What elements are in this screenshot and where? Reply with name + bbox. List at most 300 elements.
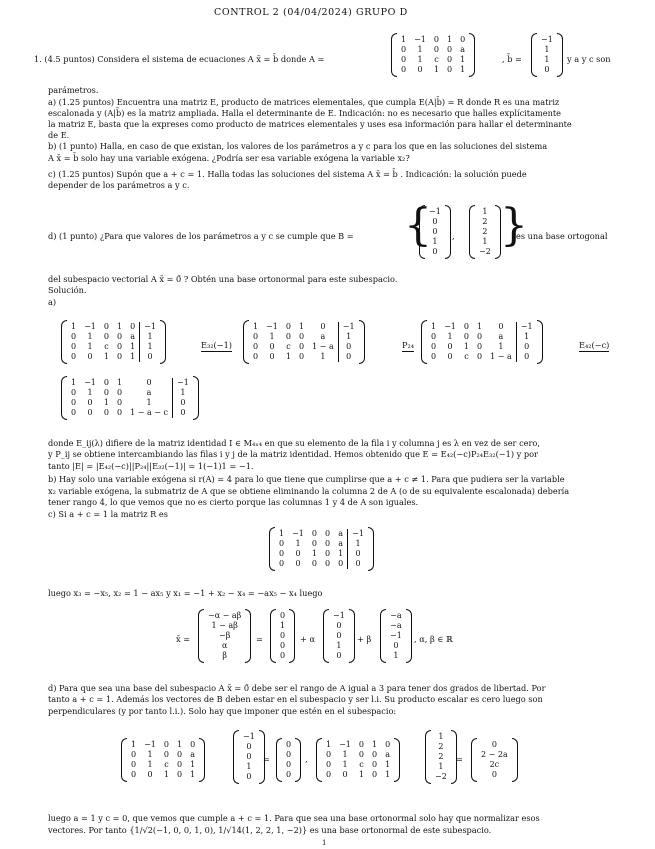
matrix-cell: 0 [460,35,466,44]
matrix-cell: 1 [285,352,291,361]
matrix-cell: c [104,342,109,351]
matrix-cell: 0 [385,740,391,749]
bracket-left [269,527,275,571]
matrix-cell: c [359,760,364,769]
matrix-body [475,207,495,257]
matrix-cell: 2c [489,760,500,769]
matrix-cell: 0 [491,770,497,779]
matrix-cell: 1 − aβ [211,621,238,630]
matrix-cell: 0 [103,378,109,387]
matrix-cell: 0 [544,65,550,74]
matrix-cell: 1 [103,398,109,407]
matrix-cell: 1 [544,55,550,64]
matrix-cell: a [385,750,391,759]
matrix-cell: 0 [116,342,123,351]
matrix-cell: 0 [163,750,169,759]
matrix-cell: 1 [103,352,109,361]
bracket-left [380,609,386,663]
plus-alpha: + α [300,634,315,644]
matrix-cell: 0 [311,529,317,538]
xbar-label: x̄ = [176,634,191,644]
bracket-left [391,33,397,77]
part-d-line2: es una base ortogonal [516,231,608,241]
matrix-cell: 0 [279,549,285,558]
d-result-vector [474,738,515,784]
plus-beta: + β [357,634,372,644]
bracket-left [471,738,477,782]
matrix-cell: 1 [385,760,391,769]
matrix-cell: 1 [544,45,550,54]
basis-vector-1 [422,205,448,261]
matrix-cell: 1 [498,342,504,351]
bracket-right [394,738,400,782]
matrix-cell: 0 [298,332,305,341]
matrix-cell: 2 [438,742,444,751]
matrix-cell: 0 [140,352,160,362]
bracket-right [193,376,199,420]
matrix-A [394,33,472,79]
matrix-cell: 1 [342,750,348,759]
bracket-right [557,33,563,77]
part-a-line3: la matriz E, basta que la expreses como producto de matrices elementales y uses esa información para hallar el determinante [48,119,572,129]
matrix-cell: −1 [266,322,278,331]
matrix-body [249,322,359,362]
matrix-cell: 0 [342,770,348,779]
matrix-cell: 0 [130,322,136,331]
sol-line-5: x₂ variable exógena, la submatriz de A que se obtiene eliminando la columna 2 de A (o de su equivalente escalonada) debería [48,486,570,496]
matrix-cell: a [146,388,152,397]
matrix-cell: 1 [71,378,77,387]
matrix-cell: 0 [116,332,123,341]
part-c-line2: depender de los parámetros a y c. [48,180,190,190]
page-number: 1 [322,839,327,847]
matrix-cell: 1 [447,332,453,341]
matrix-cell: 1 [116,378,123,387]
set-brace-left: { [404,200,432,251]
matrix-cell: 0 [401,45,407,54]
matrix-cell: 0 [433,45,439,54]
bracket-right [537,320,543,364]
part-d-line3: del subespacio vectorial A x̄ = 0̄ ? Obtén una base ortonormal para este subespacio. [48,274,398,284]
matrix-cell: 1 [463,342,469,351]
matrix-cell: 0 [447,342,453,351]
matrix-cell: −1 [84,378,96,387]
matrix-cell: 1 [371,740,378,749]
matrix-cell: −2 [435,772,447,781]
matrix-cell: 1 [173,388,193,398]
matrix-body [431,732,451,782]
matrix-cell: 0 [491,740,497,749]
matrix-cell: 1 [348,539,368,549]
matrix-cell: −1 [338,322,358,332]
matrix-cell: 0 [295,549,301,558]
matrix-cell: 0 [431,332,437,341]
matrix-cell: 0 [253,352,259,361]
matrix-cell: 1 − a [490,352,512,361]
matrix-cell: 0 [326,770,332,779]
matrix-cell: 0 [324,539,331,548]
matrix-cell: 1 [147,750,153,759]
matrix-cell: 1 [393,651,399,660]
d-matrix-2 [319,738,397,784]
matrix-body [127,740,199,780]
matrix-cell: 0 [116,388,123,397]
bracket-left [270,609,276,663]
matrix-cell: 1 [358,770,364,779]
matrix-cell: a [338,529,344,538]
matrix-cell: −1 [333,611,345,620]
part-a-line2: escalonada y (A|b̄) es la matriz ampliada. Halla el determinante de E. Indicación: no es necesario que halles explícitamente [48,108,561,118]
bracket-left [425,730,431,784]
matrix-cell: 0 [246,752,252,761]
matrix-cell: 0 [326,750,332,759]
matrix-cell: a [338,539,344,548]
matrix-cell: 0 [190,740,196,749]
matrix-cell: 0 [371,750,378,759]
bracket-left [121,738,127,782]
matrix-cell: 0 [103,408,109,417]
matrix-cell: 1 − a [312,342,334,351]
matrix-cell: 0 [280,651,286,660]
augmented-matrix-2 [246,320,362,366]
matrix-cell: 2 [482,227,488,236]
zero-vector [279,738,298,784]
bracket-right [245,609,251,663]
bracket-left [421,320,427,364]
sol-line-11: perpendiculares (y por tanto l.i.). Solo hay que imponer que estén en el subespacio: [48,706,397,716]
vector-b [534,33,560,79]
sol-line-13: vectores. Por tanto {1/√2(−1, 0, 0, 1, 0), 1/√14(1, 2, 2, 1, −2)} es una base ortonormal de este subespacio. [48,825,492,835]
bracket-left [316,738,322,782]
op-E42: E₄₂(−c) [579,340,610,350]
matrix-cell: 0 [336,621,342,630]
matrix-cell: a [130,332,136,341]
matrix-cell: −1 [444,322,456,331]
matrix-cell: 1 [163,770,169,779]
matrix-cell: 2 [482,217,488,226]
matrix-cell: 0 [320,322,326,331]
matrix-cell: 0 [285,322,291,331]
matrix-cell: 1 [401,35,407,44]
bracket-right [289,609,295,663]
matrix-cell: 0 [516,342,536,352]
matrix-cell: 1 [71,322,77,331]
matrix-body [477,740,512,780]
bracket-right [406,609,412,663]
matrix-cell: 0 [295,559,301,568]
matrix-cell: −β [218,631,231,640]
solution-heading: Solución. [48,285,87,295]
augmented-matrix-1 [64,320,163,366]
matrix-body [67,322,160,362]
matrix-cell: 1 [295,539,301,548]
matrix-cell: 0 [253,332,259,341]
basis-vector-2 [472,205,498,261]
sol-line-12: luego a = 1 y c = 0, que vemos que cumple a + c = 1. Para que sea una base ortonormal solo hay que normalizar esos [48,813,540,823]
matrix-cell: 1 [298,322,305,331]
matrix-cell: 1 [116,322,123,331]
matrix-cell: 1 [336,641,342,650]
matrix-cell: 0 [131,760,137,769]
matrix-cell: 1 [147,760,153,769]
problem-intro-c: y a y c son [567,54,611,64]
matrix-cell: 2 − 2a [481,750,508,759]
matrix-cell: β [222,651,227,660]
part-c-line1: c) (1.25 puntos) Supón que a + c = 1. Halla todas las soluciones del sistema A x̄ = b̄ . Indicación: la solución puede [48,169,527,179]
solution-vector [201,609,248,665]
part-a-line4: de E. [48,130,70,140]
matrix-cell: 0 [311,559,317,568]
matrix-cell: 1 [460,55,466,64]
sol-line-4: b) Hay solo una variable exógena si r(A) = 4 para lo que tiene que cumplirse que a + c ≠ 1. Para que pudiera ser la variable [48,474,565,484]
matrix-cell: 0 [393,641,399,650]
sol-line-10: tanto a + c = 1. Además los vectores de B deben estar en el subespacio y ser l.i. Su producto escalar es cero luego son [48,694,543,704]
matrix-cell: 0 [246,742,252,751]
bracket-left [61,320,67,364]
matrix-cell: 1 [482,207,488,216]
sol-line-9: d) Para que sea una base del subespacio A x̄ = 0̄ debe ser el rango de A igual a 3 para tener dos grados de libertad. Por [48,683,546,693]
matrix-cell: 0 [446,65,453,74]
matrix-cell: 0 [103,388,109,397]
bracket-right [359,320,365,364]
matrix-cell: 0 [176,770,183,779]
matrix-cell: 0 [498,322,504,331]
problem-intro-b: , b̄ = [502,54,522,64]
bracket-right [199,738,205,782]
eq-sign-1: = [256,634,263,644]
matrix-cell: 0 [358,750,364,759]
eq-sign-2: = [263,754,270,764]
matrix-cell: 1 [482,237,488,246]
matrix-cell: −a [390,611,402,620]
matrix-cell: 0 [71,408,77,417]
matrix-cell: 1 [87,342,93,351]
matrix-cell: 0 [324,559,331,568]
matrix-cell: 0 [401,55,407,64]
matrix-cell: 0 [147,770,153,779]
matrix-cell: 0 [279,539,285,548]
part-b-line2: A x̄ = b̄ solo hay una variable exógena. ¿Podría ser esa variable exógena la variable x₂? [48,153,410,163]
matrix-cell: 0 [116,398,123,407]
matrix-cell: 0 [71,342,77,351]
matrix-cell: a [320,332,326,341]
matrix-cell: 0 [371,770,378,779]
matrix-cell: 0 [173,408,193,418]
bracket-left [419,205,425,259]
matrix-cell: 1 [342,760,348,769]
matrix-cell: 0 [326,760,332,769]
bracket-left [531,33,537,77]
matrix-cell: 1 [279,529,285,538]
matrix-cell: −1 [541,35,553,44]
bracket-right [469,33,475,77]
matrix-cell: 1 [338,332,358,342]
matrix-cell: 0 [116,408,123,417]
matrix-cell: 0 [476,352,483,361]
matrix-cell: 0 [431,342,437,351]
part-a-line1: a) (1.25 puntos) Encuentra una matriz E, producto de matrices elementales, que cumpla E(A|b̄) = R donde R es una matriz [48,97,560,107]
matrix-cell: 0 [446,45,453,54]
sol-line-2: y P_ij se obtiene intercambiando las filas i y j de la matriz identidad. Hemos obtenido que E = E₄₂(−c)P₂₄E₃₂(−1) y por [48,449,538,459]
sol-line-3: tanto |E| = |E₄₂(−c)||P₂₄||E₃₂(−1)| = 1(−1)1 = −1. [48,461,254,471]
matrix-cell: 1 [311,549,317,558]
matrix-cell: 0 [71,388,77,397]
matrix-body [282,740,295,780]
matrix-body [276,611,289,661]
matrix-cell: 1 [140,342,160,352]
bracket-right [160,320,166,364]
matrix-cell: 1 [438,762,444,771]
d-vector-1 [236,730,262,786]
matrix-cell: 1 [190,760,196,769]
matrix-cell: 0 [280,631,286,640]
matrix-cell: 0 [87,408,93,417]
page-title: CONTROL 2 (04/04/2024) GRUPO D [214,7,408,18]
matrix-cell: 0 [269,352,275,361]
matrix-cell: −2 [479,247,491,256]
sol-line-7: c) Si a + c = 1 la matriz R es [48,509,168,519]
matrix-cell: 1 [253,322,259,331]
matrix-cell: c [464,352,469,361]
matrix-cell: 0 [348,559,368,569]
matrix-cell: 0 [176,760,183,769]
matrix-cell: 0 [336,651,342,660]
matrix-cell: 0 [338,559,344,568]
matrix-cell: −1 [348,529,368,539]
matrix-cell: −α − aβ [208,611,242,620]
matrix-cell: 0 [269,342,275,351]
bracket-left [233,730,239,784]
matrix-body [67,378,193,418]
matrix-cell: 1 [460,65,466,74]
matrix-cell: 0 [324,529,331,538]
matrix-cell: 0 [87,352,93,361]
matrix-cell: 1 [131,740,137,749]
matrix-cell: 0 [463,332,469,341]
matrix-cell: 0 [285,332,291,341]
matrix-cell: a [190,750,196,759]
matrix-cell: 1 [326,740,332,749]
matrix-body [239,732,259,782]
matrix-cell: −1 [144,740,156,749]
part-b-line1: b) (1 punto) Halla, en caso de que existan, los valores de los parámetros a y c para los que en las soluciones del sistema [48,141,548,151]
bracket-right [368,527,374,571]
matrix-cell: 0 [286,760,292,769]
matrix-cell: 1 [130,352,136,361]
d-vector-2 [428,730,454,786]
matrix-cell: 0 [163,740,169,749]
matrix-cell: 0 [432,217,438,226]
sol-line-6: tener rango 4, lo que vemos que no es cierto porque las columnas 1 y 4 de A son iguales. [48,497,419,507]
matrix-cell: 0 [338,352,358,362]
matrix-cell: 0 [173,398,193,408]
matrix-cell: a [498,332,504,341]
matrix-cell: 0 [103,332,109,341]
matrix-cell: 1 [417,45,423,54]
matrix-cell: 0 [324,549,331,558]
param-domain: , α, β ∈ ℝ [414,634,453,644]
matrix-cell: 0 [71,352,77,361]
matrix-cell: −1 [429,207,441,216]
matrix-cell: 1 [476,322,483,331]
matrix-cell: −1 [173,378,193,388]
matrix-cell: 0 [401,65,407,74]
matrix-cell: 1 [146,398,152,407]
sol-line-1: donde E_ij(λ) difiere de la matriz identidad I ∈ M₄ₓ₄ en que su elemento de la fila i y columna j es λ en vez de ser cero, [48,438,540,448]
beta-vector [383,609,409,665]
matrix-cell: 0 [446,55,453,64]
matrix-cell: 0 [286,770,292,779]
matrix-cell: a [460,45,466,54]
augmented-matrix-4 [64,376,196,422]
matrix-cell: 1 [432,237,438,246]
bracket-left [276,738,282,782]
matrix-cell: 0 [71,332,77,341]
matrix-cell: 0 [71,398,77,407]
matrix-cell: −1 [140,322,160,332]
matrix-cell: 1 [433,65,439,74]
matrix-body [397,35,469,75]
matrix-cell: 1 [385,770,391,779]
matrix-cell: 0 [286,750,292,759]
basis-comma: , [452,231,455,241]
matrix-cell: −1 [516,322,536,332]
matrix-cell: 0 [298,352,305,361]
matrix-cell: 1 [176,740,183,749]
matrix-body [537,35,557,75]
matrix-cell: −1 [390,631,402,640]
matrix-cell: 1 [438,732,444,741]
matrix-cell: 2 [438,752,444,761]
matrix-cell: 0 [298,342,305,351]
set-brace-right: } [500,200,528,251]
particular-vector [273,609,292,665]
matrix-cell: c [434,55,439,64]
bracket-left [469,205,475,259]
matrix-cell: 1 [87,388,93,397]
bracket-left [323,609,329,663]
solution-a-label: a) [48,297,57,307]
op-P24: P₂₄ [402,340,415,350]
matrix-cell: 1 [269,332,275,341]
augmented-matrix-3 [424,320,540,366]
matrix-cell: 1 [140,332,160,342]
matrix-cell: 0 [131,770,137,779]
matrix-body [322,740,394,780]
op-E32: E₃₂(−1) [201,340,232,350]
matrix-cell: 0 [348,549,368,559]
matrix-cell: 0 [432,227,438,236]
matrix-body [425,207,445,257]
bracket-right [445,205,451,259]
matrix-cell: 0 [432,247,438,256]
matrix-cell: −1 [243,732,255,741]
matrix-cell: 0 [286,740,292,749]
matrix-cell: 1 [417,55,423,64]
matrix-cell: 0 [246,772,252,781]
part-d-line1: d) (1 punto) ¿Para que valores de los parámetros a y c se cumple que B = [48,231,354,241]
matrix-cell: 0 [280,641,286,650]
matrix-cell: 1 [320,352,326,361]
matrix-cell: 0 [371,760,378,769]
eq-sign-3: = [456,754,463,764]
matrix-cell: 0 [176,750,183,759]
alpha-vector [326,609,352,665]
sol-line-8: luego x₃ = −x₅, x₂ = 1 − ax₅ y x₁ = −1 + x₂ − x₄ = −ax₅ − x₄ luego [48,588,323,598]
matrix-body [204,611,245,661]
bracket-left [198,609,204,663]
matrix-cell: c [164,760,169,769]
